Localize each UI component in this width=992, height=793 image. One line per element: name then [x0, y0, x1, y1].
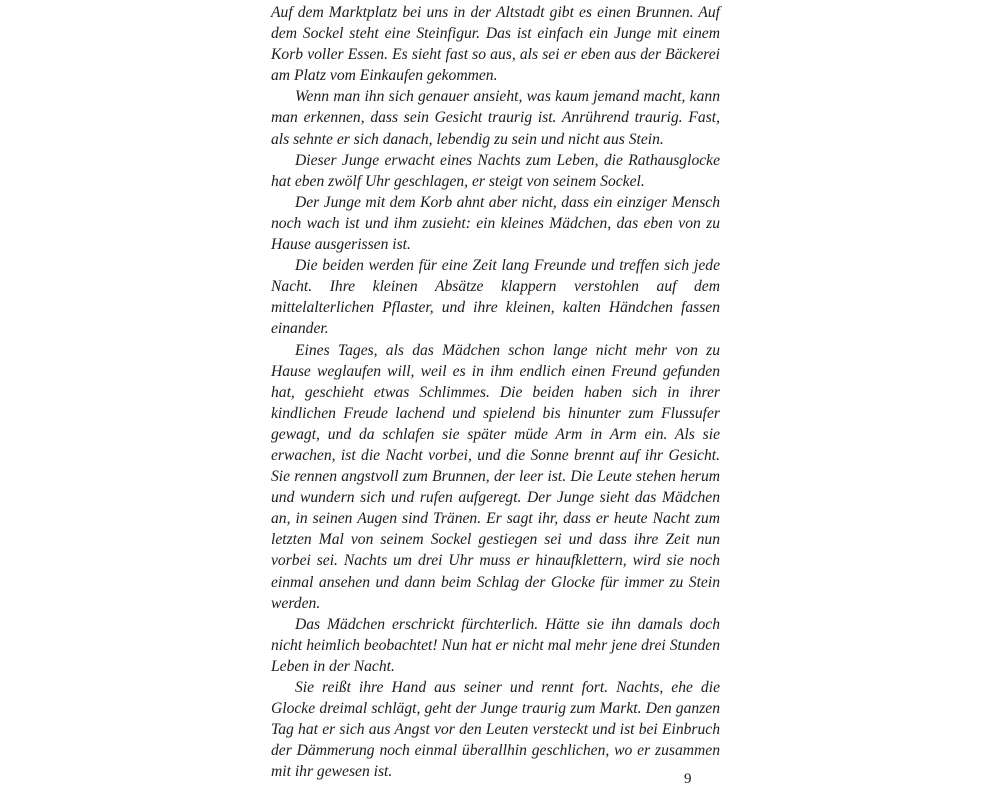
paragraph-1: Auf dem Marktplatz bei uns in der Altstadt gibt es einen Brunnen. Auf dem Sockel steht eine Steinfigur. Das ist einfach ein Junge mit einem Korb voller Essen. Es sieht fast so aus, als sei er eben aus der Bäckerei am Platz vom Einkaufen gekommen.: [271, 4, 720, 85]
body-text: [271, 2, 720, 782]
paragraph-6: Eines Tages, als das Mädchen schon lange nicht mehr von zu Hause weglaufen will, weil es in ihm endlich einen Freund gefunden hat, geschieht etwas Schlimmes. Die beiden haben sich in ihrer kindlichen Freude lachend und spielend bis hinunter zum Flussufer gewagt, und da schlafen sie später müde Arm in Arm ein. Als sie erwachen, ist die Nacht vorbei, und die Sonne brennt auf ihr Gesicht. Sie rennen angstvoll zum Brunnen, der leer ist. Die Leute stehen herum und wundern sich und rufen aufgeregt. Der Junge sieht das Mädchen an, in seinen Augen sind Tränen. Er sagt ihr, dass er heute Nacht zum letzten Mal von seinem Sockel gestiegen sei und dass ihre Zeit nun vorbei sei. Nachts um drei Uhr muss er hinaufklettern, wird sie noch einmal ansehen und dann beim Schlag der Glocke für immer zu Stein werden.: [271, 341, 720, 612]
paragraph-5: Die beiden werden für eine Zeit lang Freunde und treffen sich jede Nacht. Ihre kleinen Absätze klappern verstohlen auf dem mittelalterlichen Pflaster, und ihre kleinen, kalten Händchen fassen einander.: [271, 257, 720, 338]
paragraph-7: Das Mädchen erschrickt fürchterlich. Hätte sie ihn damals doch nicht heimlich beobachtet! Nun hat er nicht mal mehr jene drei Stunden Leben in der Nacht.: [271, 615, 720, 675]
paragraph-8: Sie reißt ihre Hand aus seiner und rennt fort. Nachts, ehe die Glocke dreimal schlägt, geht der Junge traurig zum Markt. Den ganzen Tag hat er sich aus Angst vor den Leuten versteckt und ist bei Einbruch der Dämmerung noch einmal überallhin geschlichen, wo er zusammen mit ihr gewesen ist.: [271, 679, 720, 781]
paragraph-3: Dieser Junge erwacht eines Nachts zum Leben, die Rathausglocke hat eben zwölf Uhr geschlagen, er steigt von seinem Sockel.: [271, 151, 720, 190]
page-number: 9: [684, 771, 692, 787]
paragraph-2: Wenn man ihn sich genauer ansieht, was kaum jemand macht, kann man erkennen, dass sein Gesicht traurig ist. Anrührend traurig. Fast, als sehnte er sich danach, lebendig zu sein und nicht aus Stein.: [271, 88, 720, 148]
paragraph-4: Der Junge mit dem Korb ahnt aber nicht, dass ein einziger Mensch noch wach ist und ihm zusieht: ein kleines Mädchen, das eben von zu Hause ausgerissen ist.: [271, 193, 720, 254]
